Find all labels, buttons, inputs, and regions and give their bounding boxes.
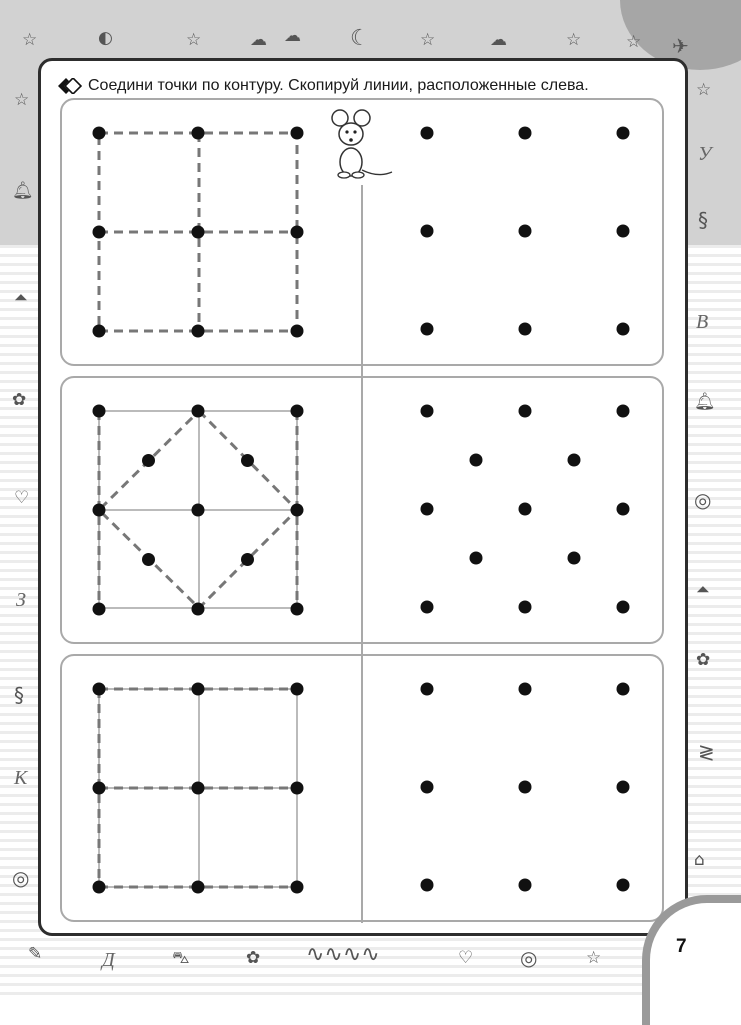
exercise-1-left-dot xyxy=(291,226,304,239)
exercise-3-left-dot xyxy=(291,782,304,795)
exercise-1-left-dot xyxy=(93,325,106,338)
exercise-1-right-dot xyxy=(617,127,630,140)
exercise-1-left-dot xyxy=(93,127,106,140)
flower-icon: ✿ xyxy=(246,948,261,968)
exercise-3-right-dot xyxy=(617,683,630,696)
exercise-1-left-dot xyxy=(291,127,304,140)
exercise-3-left-dot xyxy=(192,683,205,696)
exercise-3-right-dot xyxy=(421,879,434,892)
exercise-3-left-dot xyxy=(93,683,106,696)
star-icon: ☆ xyxy=(626,32,642,52)
airplane-icon: ✈ xyxy=(672,34,689,58)
spiral-icon: ◎ xyxy=(520,946,538,970)
star-icon: ☆ xyxy=(420,30,436,50)
tree-icon: ⏶ xyxy=(696,580,710,600)
exercise-1-left-dot xyxy=(93,226,106,239)
exercise-1-left-dot xyxy=(192,325,205,338)
spiral-icon: ◎ xyxy=(12,866,30,890)
exercise-2-right-dot xyxy=(617,405,630,418)
exercise-3-right-dot xyxy=(617,781,630,794)
flower-icon: ✿ xyxy=(12,390,27,410)
exercise-2-right-dot xyxy=(617,503,630,516)
exercise-1-right-dot xyxy=(617,225,630,238)
exercise-3-right-dot xyxy=(617,879,630,892)
letter-u: У xyxy=(698,143,712,165)
heart-icon: ♡ xyxy=(14,488,30,508)
exercise-2-left-dot xyxy=(142,454,155,467)
exercise-2-left-dot xyxy=(291,603,304,616)
exercise-1-left-dot xyxy=(291,325,304,338)
exercise-3-right-dot xyxy=(421,683,434,696)
exercise-3-left-dot xyxy=(192,881,205,894)
star-icon: ☆ xyxy=(22,30,38,50)
letter-v: В xyxy=(696,311,709,333)
instruction-text: Соедини точки по контуру. Скопируй линии, расположенные слева. xyxy=(88,77,589,94)
exercise-2-right-dot xyxy=(421,503,434,516)
star-icon: ☆ xyxy=(14,90,30,110)
house-icon: ⌂ xyxy=(694,850,705,870)
exercise-2-left-dot xyxy=(93,504,106,517)
exercise-2-left-dot xyxy=(93,405,106,418)
exercise-2-right-dot xyxy=(421,405,434,418)
wave-icon: § xyxy=(698,208,708,232)
exercise-2-left-dot xyxy=(192,603,205,616)
exercise-2-left-dot xyxy=(93,603,106,616)
exercise-3-right-dot xyxy=(421,781,434,794)
exercise-1-right-dot xyxy=(519,225,532,238)
exercise-2-left-dot xyxy=(291,405,304,418)
exercise-2-right-dot xyxy=(617,601,630,614)
exercise-3-right-dot xyxy=(519,781,532,794)
letter-z: З xyxy=(16,589,26,611)
exercise-1-right-dot xyxy=(421,127,434,140)
exercise-2-right-dot xyxy=(568,552,581,565)
bell-icon: 🔔︎ xyxy=(12,181,34,201)
exercise-2-right-dot xyxy=(519,601,532,614)
flower-icon: ✿ xyxy=(696,650,711,670)
car-icon: ⛍ xyxy=(172,948,190,968)
wave-icon: § xyxy=(14,683,24,707)
exercise-2-left-dot xyxy=(192,504,205,517)
exercise-1-right-dot xyxy=(617,323,630,336)
heart-icon: ♡ xyxy=(458,948,474,968)
exercise-2-right-dot xyxy=(470,552,483,565)
exercise-2-left-dot xyxy=(241,454,254,467)
exercise-1-right-dot xyxy=(519,323,532,336)
exercise-1-right-dot xyxy=(421,323,434,336)
exercise-3-right-dot xyxy=(519,879,532,892)
exercise-1-right-dot xyxy=(421,225,434,238)
cloud-icon: ☁ xyxy=(284,26,301,46)
exercise-3-left-dot xyxy=(192,782,205,795)
tree-icon: ⏶ xyxy=(14,288,28,308)
mouse-illustration xyxy=(332,110,392,178)
cloud-icon: ☁ xyxy=(490,30,507,50)
exercise-3-left-dot xyxy=(93,782,106,795)
spiral-icon: ◎ xyxy=(694,488,712,512)
exercise-2-right-dot xyxy=(568,454,581,467)
moon-icon: ☾ xyxy=(350,26,370,51)
bell-icon: 🔔︎ xyxy=(694,392,716,412)
exercise-1-right-dot xyxy=(519,127,532,140)
star-icon: ☆ xyxy=(566,30,582,50)
exercise-3-left-dot xyxy=(291,683,304,696)
exercise-3-left-dot xyxy=(93,881,106,894)
letter-d: Д xyxy=(102,949,115,971)
exercise-1-left-dot xyxy=(192,226,205,239)
star-icon: ☆ xyxy=(186,30,202,50)
exercise-3-right-dot xyxy=(519,683,532,696)
exercise-2-left-dot xyxy=(142,553,155,566)
exercise-2-right-dot xyxy=(470,454,483,467)
exercise-2-right-dot xyxy=(519,503,532,516)
cloud-icon: ☁ xyxy=(250,30,267,50)
exercise-2-right-dot xyxy=(519,405,532,418)
exercise-2-right-dot xyxy=(421,601,434,614)
zigzag-icon: ≷ xyxy=(698,740,715,764)
page-number: 7 xyxy=(676,936,687,957)
exercise-2-left-dot xyxy=(241,553,254,566)
ball-icon: ◐ xyxy=(98,28,113,48)
star-icon: ☆ xyxy=(586,948,602,968)
exercise-2-left-dot xyxy=(192,405,205,418)
exercise-1-left-dot xyxy=(192,127,205,140)
wave-line-icon: ∿∿∿∿ xyxy=(306,942,380,967)
letter-k: К xyxy=(14,767,28,789)
pencil-icon: ✎ xyxy=(28,944,43,964)
exercise-3-left-dot xyxy=(291,881,304,894)
exercise-2-left-dot xyxy=(291,504,304,517)
star-icon: ☆ xyxy=(696,80,712,100)
